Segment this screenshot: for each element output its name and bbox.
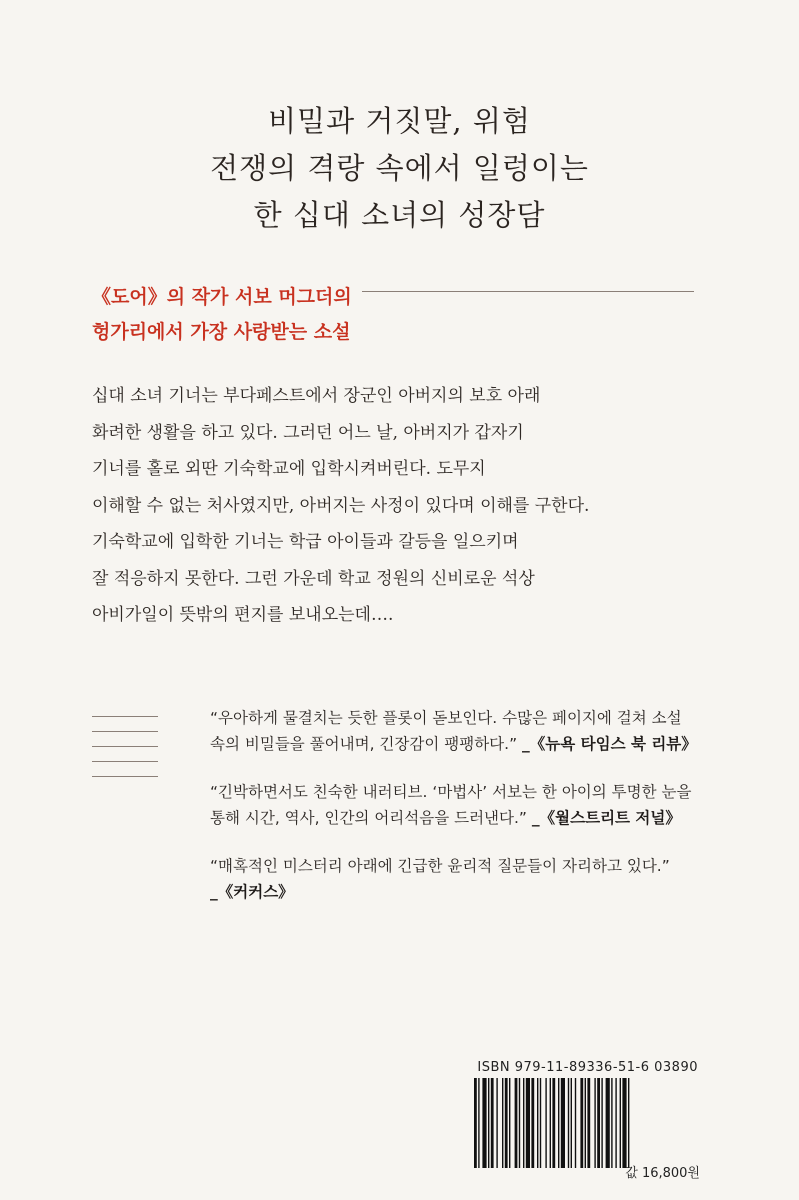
decorative-line xyxy=(92,731,158,732)
barcode-bar xyxy=(585,1078,586,1168)
quote-text: 속의 비밀들을 풀어내며, 긴장감이 팽팽하다.” xyxy=(210,735,518,753)
barcode-bar xyxy=(482,1078,486,1168)
review-quotes xyxy=(210,705,730,927)
barcode-bar xyxy=(537,1078,538,1168)
decorative-line xyxy=(92,746,158,747)
barcode-bar xyxy=(575,1078,576,1168)
quote-text: “우아하게 물결치는 듯한 플롯이 돋보인다. 수많은 페이지에 걸쳐 소설 xyxy=(210,709,682,727)
barcode-bar xyxy=(594,1078,595,1168)
barcode-bar xyxy=(615,1078,616,1168)
barcode-bars xyxy=(472,1078,698,1170)
isbn-number: ISBN 979-11-89336-51-6 03890 xyxy=(477,1060,698,1075)
barcode-bar xyxy=(515,1078,518,1168)
headline-line-3: 한 십대 소녀의 성장담 xyxy=(253,198,546,232)
barcode-bar xyxy=(611,1078,612,1168)
quote-text: 통해 시간, 역사, 인간의 어리석음을 드러낸다.” xyxy=(210,809,527,827)
barcode-bar xyxy=(478,1078,479,1168)
quote-source: _《월스트리트 저널》 xyxy=(531,809,681,827)
barcode-bar xyxy=(558,1078,559,1168)
barcode-bar xyxy=(496,1078,497,1168)
barcode-bar xyxy=(540,1078,541,1168)
barcode-bar xyxy=(580,1078,583,1168)
synopsis-line: 십대 소녀 기너는 부다페스트에서 장군인 아버지의 보호 아래 xyxy=(92,386,541,406)
barcode xyxy=(472,1078,698,1170)
barcode-bar xyxy=(561,1078,565,1168)
review-quote xyxy=(210,705,730,757)
synopsis-line: 이해할 수 없는 처사였지만, 아버지는 사정이 있다며 이해를 구한다. xyxy=(92,495,590,516)
barcode-bar xyxy=(601,1078,602,1168)
barcode-bar xyxy=(550,1078,551,1168)
barcode-bar xyxy=(519,1078,520,1168)
barcode-bar xyxy=(526,1078,530,1168)
review-quote xyxy=(210,853,730,905)
barcode-bar xyxy=(620,1078,621,1168)
barcode-bar xyxy=(628,1078,629,1168)
barcode-bar xyxy=(545,1078,546,1168)
headline-line-2: 전쟁의 격랑 속에서 일렁이는 xyxy=(210,151,589,185)
synopsis-line: 기너를 홀로 외딴 기숙학교에 입학시켜버린다. 도무지 xyxy=(92,459,486,479)
decorative-line xyxy=(92,761,158,762)
tagline-line-1: 《도어》의 작가 서보 머그더의 xyxy=(92,286,352,308)
quote-text-cont xyxy=(210,805,730,831)
quote-source: _《커커스》 xyxy=(210,883,294,901)
barcode-bar xyxy=(488,1078,489,1168)
barcode-bar xyxy=(474,1078,477,1168)
barcode-bar xyxy=(606,1078,610,1168)
decorative-line xyxy=(92,716,158,717)
tagline-line-2: 헝가리에서 가장 사랑받는 소설 xyxy=(92,321,351,343)
synopsis-line: 화려한 생활을 하고 있다. 그러던 어느 날, 아버지가 갑자기 xyxy=(92,422,524,443)
barcode-bar xyxy=(505,1078,508,1168)
synopsis-line: 아비가일이 뜻밖의 편지를 보내오는데…. xyxy=(92,605,394,625)
barcode-bar xyxy=(552,1078,555,1168)
quote-source: _《뉴욕 타임스 북 리뷰》 xyxy=(522,735,697,753)
barcode-bar xyxy=(502,1078,503,1168)
quote-text: “매혹적인 미스터리 아래에 긴급한 윤리적 질문들이 자리하고 있다.” xyxy=(210,857,670,875)
barcode-bar xyxy=(509,1078,510,1168)
barcode-bar xyxy=(571,1078,572,1168)
barcode-bar xyxy=(597,1078,600,1168)
synopsis-line: 기숙학교에 입학한 기너는 학급 아이들과 갈등을 일으키며 xyxy=(92,532,519,552)
barcode-bar xyxy=(587,1078,590,1168)
review-quote xyxy=(210,779,730,831)
quote-text: “긴박하면서도 친숙한 내러티브. ‘마법사’ 서보는 한 아이의 투명한 눈을 xyxy=(210,783,692,801)
barcode-block xyxy=(472,1060,698,1172)
decorative-lines xyxy=(92,716,158,791)
barcode-bar xyxy=(523,1078,524,1168)
barcode-bar xyxy=(568,1078,569,1168)
barcode-bar xyxy=(622,1078,626,1168)
synopsis-line: 잘 적응하지 못한다. 그런 가운데 학교 정원의 신비로운 석상 xyxy=(92,568,535,589)
barcode-bar xyxy=(531,1078,534,1168)
tagline-divider xyxy=(362,291,694,292)
price: 값 16,800원 xyxy=(625,1166,700,1181)
decorative-line xyxy=(92,776,158,777)
barcode-bar xyxy=(491,1078,494,1168)
synopsis xyxy=(92,378,712,634)
headline xyxy=(0,98,799,239)
quote-text-cont xyxy=(210,731,730,757)
headline-line-1: 비밀과 거짓말, 위험 xyxy=(268,104,531,138)
